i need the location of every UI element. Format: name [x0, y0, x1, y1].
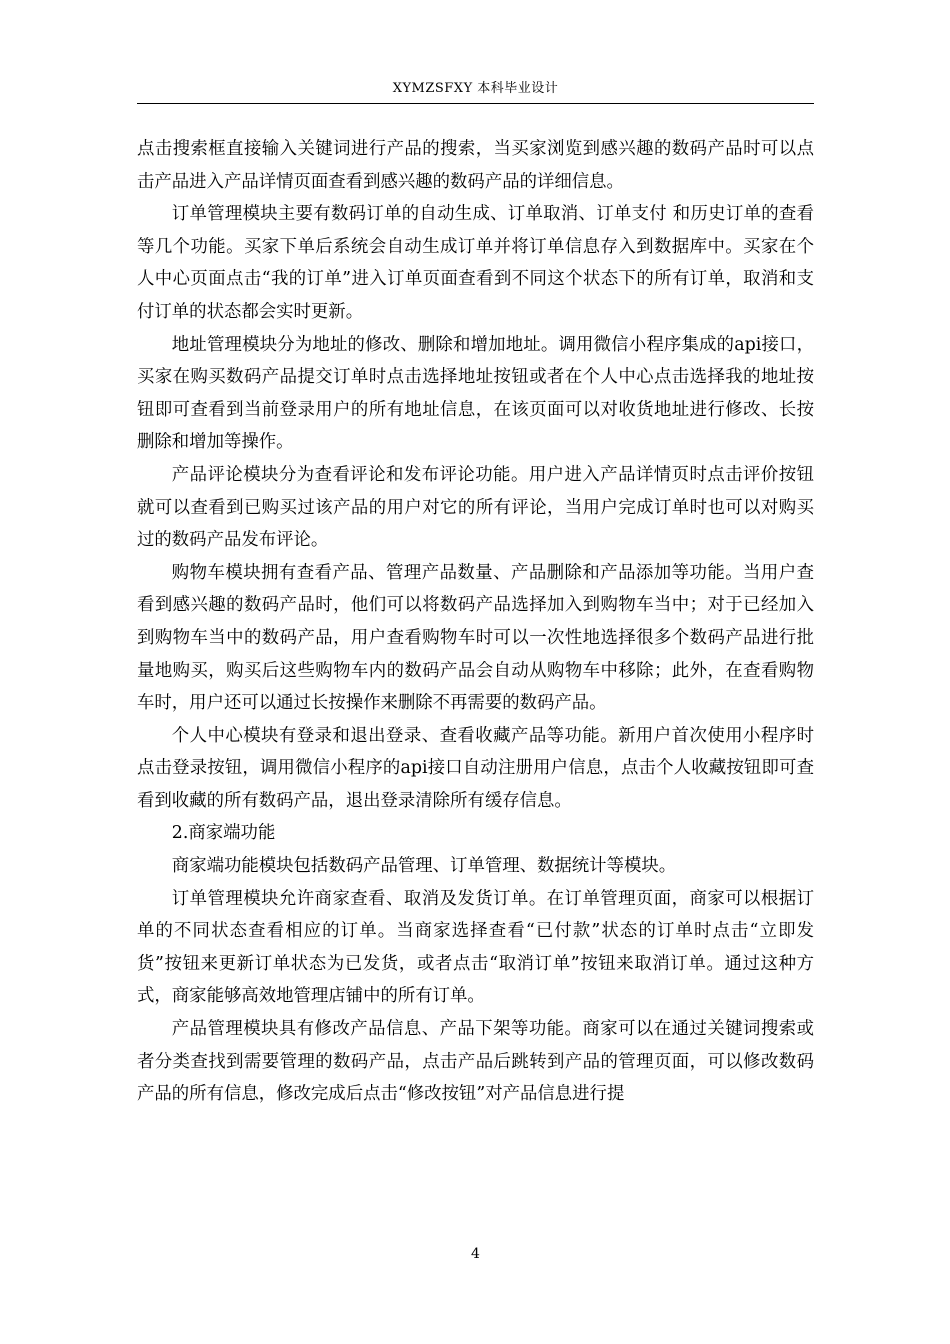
header-divider [137, 103, 814, 104]
paragraph-search-continuation: 点击搜索框直接输入关键词进行产品的搜索，当买家浏览到感兴趣的数码产品时可以点击产品进入产品详情页面查看到感兴趣的数码产品的详细信息。 [137, 139, 814, 192]
paragraph-personal-center: 个人中心模块有登录和退出登录、查看收藏产品等功能。新用户首次使用小程序时点击登录按钮，调用微信小程序的api接口自动注册用户信息，点击个人收藏按钮即可查看到收藏的所有数码产品，退出登录清除所有缓存信息。 [137, 725, 814, 811]
paragraph-order-management: 订单管理模块主要有数码订单的自动生成、订单取消、订单支付 和历史订单的查看等几个功能。买家下单后系统会自动生成订单并将订单信息存入到数据库中。买家在个人中心页面点击“我的订单”进入订单页面查看到不同这个状态下的所有订单，取消和支付订单的状态都会实时更新。 [137, 204, 814, 322]
paragraph-shopping-cart: 购物车模块拥有查看产品、管理产品数量、产品删除和产品添加等功能。当用户查看到感兴趣的数码产品时，他们可以将数码产品选择加入到购物车当中；对于已经加入到购物车当中的数码产品，用户查看购物车时可以一次性地选择很多个数码产品进行批量地购买，购买后这些购物车内的数码产品会自动从购物车中移除；此外，在查看购物车时，用户还可以通过长按操作来删除不再需要的数码产品。 [137, 562, 814, 714]
page-number: 4 [471, 1246, 480, 1262]
paragraph-merchant-overview: 商家端功能模块包括数码产品管理、订单管理、数据统计等模块。 [171, 856, 677, 877]
paragraph-product-reviews: 产品评论模块分为查看评论和发布评论功能。用户进入产品详情页时点击评价按钮就可以查看到已购买过该产品的用户对它的所有评论，当用户完成订单时也可以对购买过的数码产品发布评论。 [137, 464, 814, 551]
paragraph-merchant-orders: 订单管理模块允许商家查看、取消及发货订单。在订单管理页面，商家可以根据订单的不同状态查看相应的订单。当商家选择查看“已付款”状态的订单时点击“立即发货”按钮来更新订单状态为已发货，或者点击“取消订单”按钮来取消订单。通过这种方式，商家能够高效地管理店铺中的所有订单。 [137, 888, 814, 1007]
paragraph-merchant-products: 产品管理模块具有修改产品信息、产品下架等功能。商家可以在通过关键词搜索或者分类查找到需要管理的数码产品，点击产品后跳转到产品的管理页面，可以修改数码产品的所有信息，修改完成后点击“修改按钮”对产品信息进行提 [137, 1019, 814, 1105]
page-header: XYMZSFXY 本科毕业设计 [392, 81, 559, 96]
section-heading-merchant: 2.商家端功能 [171, 823, 276, 844]
paragraph-address-management: 地址管理模块分为地址的修改、删除和增加地址。调用微信小程序集成的api接口，买家在购买数码产品提交订单时点击选择地址按钮或者在个人中心点击选择我的地址按钮即可查看到当前登录用户的所有地址信息，在该页面可以对收货地址进行修改、长按删除和增加等操作。 [137, 334, 814, 453]
document-body [137, 133, 814, 1111]
